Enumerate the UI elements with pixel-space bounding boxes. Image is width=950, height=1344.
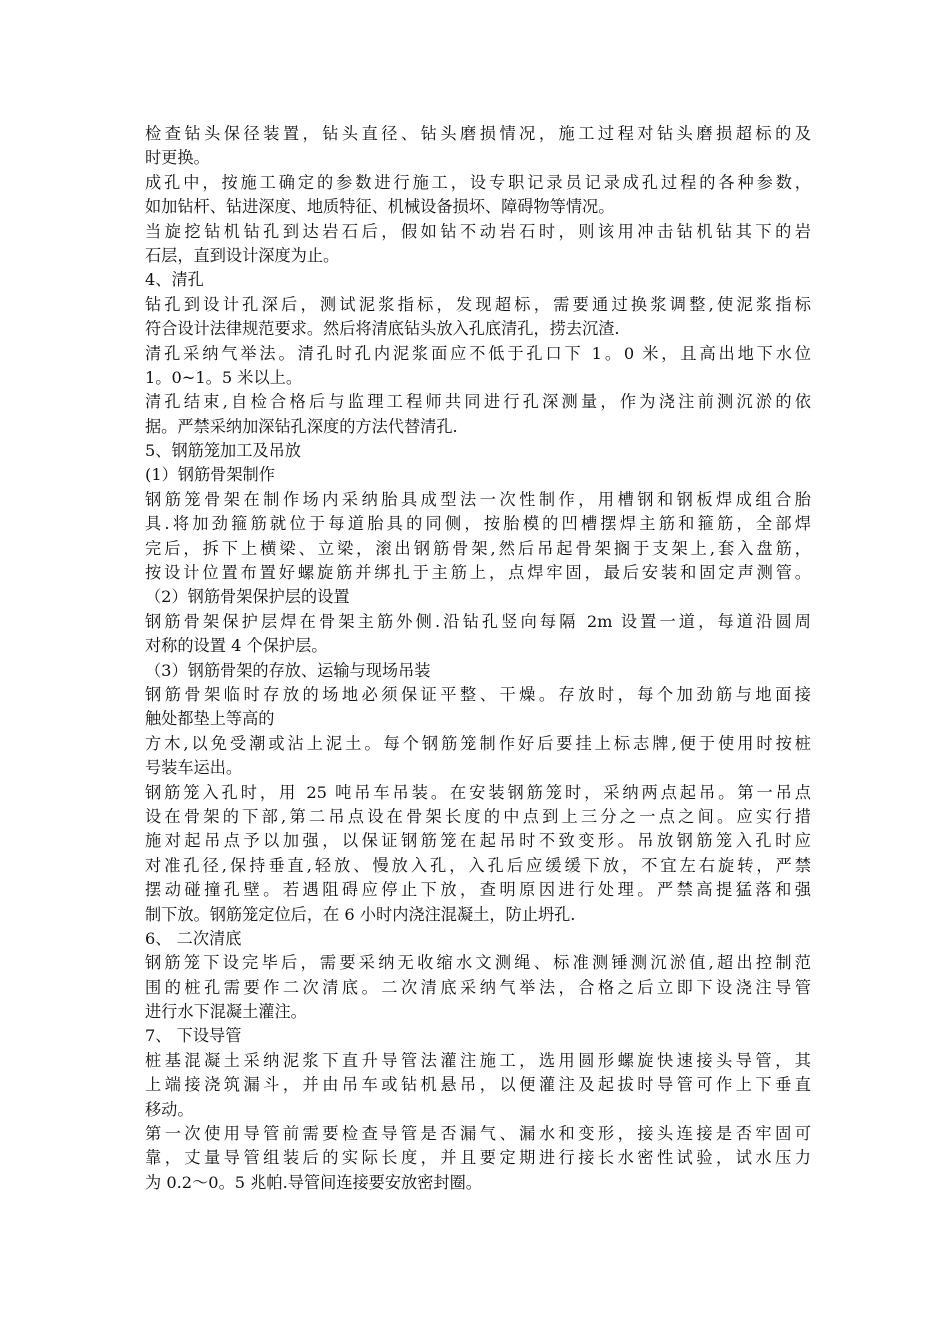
document-body [145,122,811,1195]
text-line: 按设计位置布置好螺旋筋并绑扎于主筋上，点焊牢固，最后安装和固定声测管。 [145,563,811,583]
text-line: 钢筋笼入孔时，用 25 吨吊车吊装。在安装钢筋笼时，采纳两点起吊。第一吊点 [145,782,811,802]
text-line: 桩基混凝土采纳泥浆下直升导管法灌注施工，选用圆形螺旋快速接头导管，其 [145,1050,811,1070]
text-line: 方木,以免受潮或沾上泥土。每个钢筋笼制作好后要挂上标志牌,便于使用时按桩 [145,733,811,753]
subsection-heading: （2）钢筋骨架保护层的设置 [145,587,350,607]
text-line: 围的桩孔需要作二次清底。二次清底采纳气举法，合格之后立即下设浇注导管 [145,977,811,997]
text-line: 钢筋笼下设完毕后，需要采纳无收缩水文测绳、标准测锤测沉淤值,超出控制范 [145,953,811,973]
text-line: 对准孔径,保持垂直,轻放、慢放入孔，入孔后应缓缓下放，不宜左右旋转，严禁 [145,855,811,875]
text-line: 靠，丈量导管组装后的实际长度，并且要定期进行接长水密性试验，试水压力 [145,1148,811,1168]
text-line: 进行水下混凝土灌注。 [145,1002,307,1022]
subsection-heading: (1）钢筋骨架制作 [145,465,275,485]
text-line: 钻孔到设计孔深后，测试泥浆指标，发现超标，需要通过换浆调整,使泥浆指标 [145,294,811,314]
text-line: 成孔中，按施工确定的参数进行施工，设专职记录员记录成孔过程的各种参数， [145,172,811,192]
text-line: 如加钻杆、钻进深度、地质特征、机械设备损坏、障碍物等情况。 [145,197,615,217]
text-line: 第一次使用导管前需要检查导管是否漏气、漏水和变形，接头连接是否牢固可 [145,1124,811,1144]
text-line: 时更换。 [145,148,210,168]
section-heading: 4、清孔 [145,270,204,290]
text-line: 触处都垫上等高的 [145,709,275,729]
text-line: 钢筋骨架保护层焊在骨架主筋外侧.沿钻孔竖向每隔 2m 设置一道，每道沿圆周 [145,611,811,631]
text-line: 符合设计法律规范要求。然后将清底钻头放入孔底清孔，捞去沉渣. [145,319,620,339]
text-line: 为 0.2～0。5 兆帕.导管间连接要安放密封圈。 [145,1172,482,1192]
text-line: 完后，拆下上横梁、立梁，滚出钢筋骨架,然后吊起骨架搁于支架上,套入盘筋， [145,538,811,558]
text-line: 对称的设置 4 个保护层。 [145,636,328,656]
text-line: 制下放。钢筋笼定位后，在 6 小时内浇注混凝土，防止坍孔. [145,904,576,924]
text-line: 摆动碰撞孔壁。若遇阻碍应停止下放，查明原因进行处理。严禁高提猛落和强 [145,880,811,900]
text-line: 石层，直到设计深度为止。 [145,245,340,265]
section-heading: 7、 下设导管 [145,1026,242,1046]
text-line: 清孔结束,自检合格后与监理工程师共同进行孔深测量，作为浇注前测沉淤的依 [145,392,811,412]
text-line: 移动。 [145,1099,194,1119]
section-heading: 5、钢筋笼加工及吊放 [145,441,301,461]
section-heading: 6、 二次清底 [145,928,242,948]
text-line: 施对起吊点予以加强，以保证钢筋笼在起吊时不致变形。吊放钢筋笼入孔时应 [145,831,811,851]
text-line: 检查钻头保径装置，钻头直径、钻头磨损情况，施工过程对钻头磨损超标的及 [145,124,811,143]
text-line: 1。0~1。5 米以上。 [145,367,303,387]
text-line: 清孔采纳气举法。清孔时孔内泥浆面应不低于孔口下 1。0 米，且高出地下水位 [145,343,811,363]
text-line: 钢筋骨架临时存放的场地必须保证平整、干燥。存放时，每个加劲筋与地面接 [145,684,811,704]
text-line: 据。严禁采纳加深钻孔深度的方法代替清孔. [145,416,458,436]
text-line: 设在骨架的下部,第二吊点设在骨架长度的中点到上三分之一点之间。应实行措 [145,806,811,826]
text-line: 具.将加劲箍筋就位于每道胎具的同侧，按胎模的凹槽摆焊主筋和箍筋，全部焊 [145,514,811,534]
subsection-heading: （3）钢筋骨架的存放、运输与现场吊装 [145,660,431,680]
text-line: 当旋挖钻机钻孔到达岩石后，假如钻不动岩石时，则该用冲击钻机钻其下的岩 [145,221,811,241]
text-line: 钢筋笼骨架在制作场内采纳胎具成型法一次性制作，用槽钢和钢板焊成组合胎 [145,489,811,509]
text-line: 号装车运出。 [145,758,243,778]
text-line: 上端接浇筑漏斗，并由吊车或钻机悬吊，以便灌注及起拔时导管可作上下垂直 [145,1075,811,1095]
